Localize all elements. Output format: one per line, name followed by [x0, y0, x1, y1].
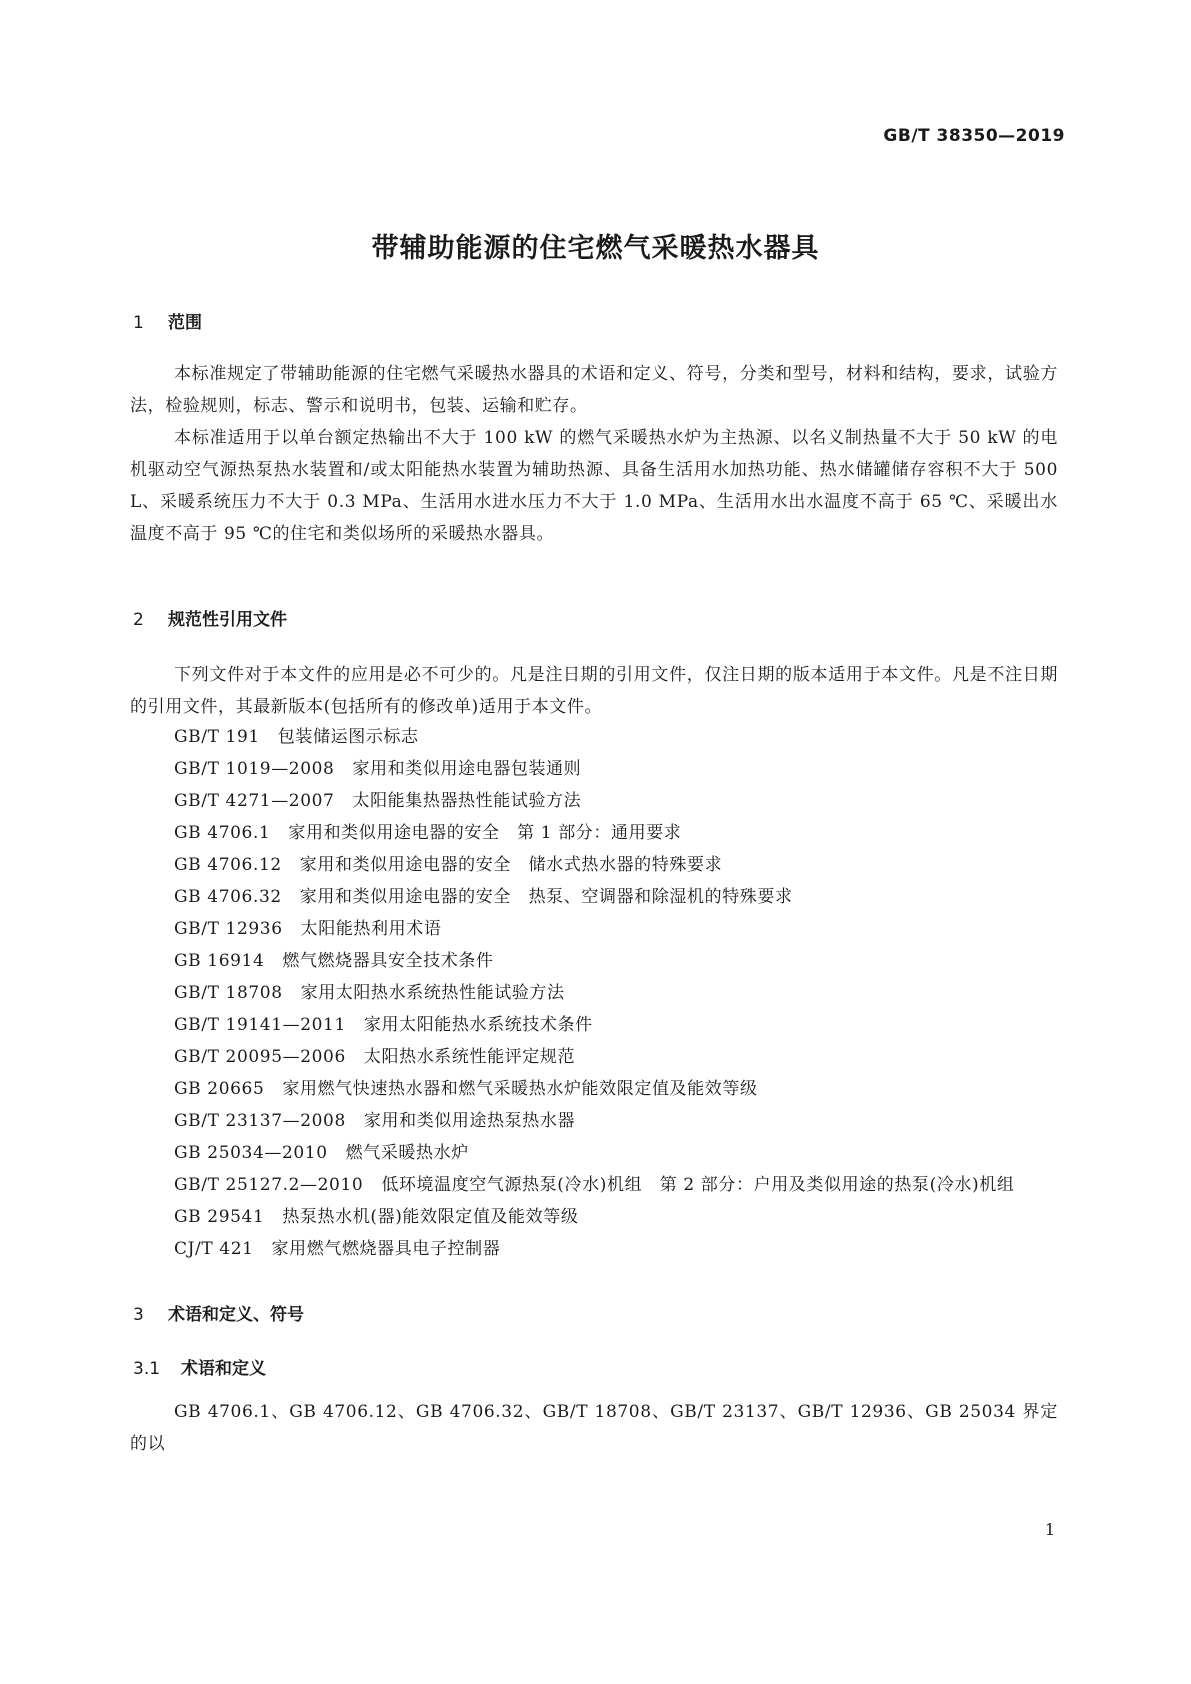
reference-item: [130, 817, 1058, 849]
reference-code: GB 4706.32: [174, 887, 282, 907]
reference-code: GB/T 4271—2007: [174, 791, 335, 811]
reference-code: GB 16914: [174, 951, 265, 971]
section-2-heading: [133, 605, 287, 630]
section-number: 3.1: [133, 1359, 161, 1379]
reference-title: 太阳能热利用术语: [300, 919, 442, 939]
reference-code: GB/T 19141—2011: [174, 1015, 346, 1035]
reference-item: [130, 1073, 1058, 1105]
section-number: 3: [133, 1305, 144, 1325]
reference-title: 家用太阳热水系统热性能试验方法: [300, 983, 565, 1003]
reference-list: [130, 721, 1058, 1265]
reference-item: [130, 881, 1058, 913]
reference-title: 家用燃气快速热水器和燃气采暖热水炉能效限定值及能效等级: [282, 1079, 758, 1099]
reference-code: GB/T 12936: [174, 919, 283, 939]
reference-item: [130, 1201, 1058, 1233]
reference-item: [130, 1041, 1058, 1073]
scope-paragraph-2: 本标准适用于以单台额定热输出不大于 100 kW 的燃气采暖热水炉为主热源、以名义制热量不大于 50 kW 的电机驱动空气源热泵热水装置和/或太阳能热水装置为辅助热源、具备生活用水加热功能、热水储罐储存容积不大于 500 L、采暖系统压力不大于 0.3 MPa、生活用水进水压力不大于 1.0 MPa、生活用水出水温度不高于 65 ℃、采暖出水温度不高于 95 ℃的住宅和类似场所的采暖热水器具。: [130, 428, 1058, 544]
reference-title: 低环境温度空气源热泵(冷水)机组 第 2 部分：户用及类似用途的热泵(冷水)机组: [381, 1175, 1015, 1195]
reference-item: [130, 753, 1058, 785]
reference-title: 太阳热水系统性能评定规范: [363, 1047, 576, 1067]
reference-title: 家用和类似用途电器的安全 第 1 部分：通用要求: [288, 823, 682, 843]
reference-code: GB 20665: [174, 1079, 265, 1099]
reference-code: GB/T 20095—2006: [174, 1047, 346, 1067]
reference-item: [130, 1009, 1058, 1041]
document-title: 带辅助能源的住宅燃气采暖热水器具: [371, 233, 820, 264]
reference-item: [130, 1233, 1058, 1265]
normative-references-intro: 下列文件对于本文件的应用是必不可少的。凡是注日期的引用文件，仅注日期的版本适用于本文件。凡是不注日期的引用文件，其最新版本(包括所有的修改单)适用于本文件。: [130, 665, 1058, 717]
terms-definitions-paragraph: GB 4706.1、GB 4706.12、GB 4706.32、GB/T 18708、GB/T 23137、GB/T 12936、GB 25034 界定的以: [130, 1402, 1058, 1454]
section-3-heading: [133, 1300, 304, 1325]
reference-title: 家用和类似用途电器包装通则: [352, 759, 582, 779]
section-title: 范围: [168, 313, 202, 333]
reference-code: GB 25034—2010: [174, 1143, 328, 1163]
reference-item: [130, 977, 1058, 1009]
section-1-heading: [133, 308, 202, 333]
section-number: 1: [133, 313, 144, 333]
reference-code: CJ/T 421: [174, 1239, 254, 1259]
document-code: GB/T 38350—2019: [883, 126, 1065, 146]
reference-title: 太阳能集热器热性能试验方法: [352, 791, 582, 811]
reference-item: [130, 1105, 1058, 1137]
reference-title: 家用和类似用途电器的安全 储水式热水器的特殊要求: [299, 855, 723, 875]
reference-code: GB 4706.1: [174, 823, 271, 843]
reference-title: 家用燃气燃烧器具电子控制器: [271, 1239, 501, 1259]
section-3-1-heading: [133, 1354, 266, 1379]
reference-title: 家用和类似用途电器的安全 热泵、空调器和除湿机的特殊要求: [299, 887, 793, 907]
reference-code: GB 29541: [174, 1207, 265, 1227]
reference-title: 燃气燃烧器具安全技术条件: [282, 951, 494, 971]
page-number: 1: [1044, 1520, 1055, 1539]
reference-code: GB/T 25127.2—2010: [174, 1175, 364, 1195]
reference-title: 家用太阳能热水系统技术条件: [363, 1015, 593, 1035]
reference-item: [130, 849, 1058, 881]
reference-code: GB 4706.12: [174, 855, 282, 875]
reference-code: GB/T 1019—2008: [174, 759, 335, 779]
reference-item: [130, 913, 1058, 945]
reference-item: [130, 945, 1058, 977]
reference-item: [130, 721, 1058, 753]
reference-title: 家用和类似用途热泵热水器: [363, 1111, 576, 1131]
reference-code: GB/T 191: [174, 727, 260, 747]
scope-paragraph-1: 本标准规定了带辅助能源的住宅燃气采暖热水器具的术语和定义、符号，分类和型号，材料和结构，要求，试验方法，检验规则，标志、警示和说明书，包装、运输和贮存。: [130, 364, 1058, 416]
section-number: 2: [133, 610, 144, 630]
reference-title: 热泵热水机(器)能效限定值及能效等级: [282, 1207, 579, 1227]
reference-item: [130, 1169, 1058, 1201]
reference-item: [130, 1137, 1058, 1169]
reference-code: GB/T 23137—2008: [174, 1111, 346, 1131]
reference-title: 燃气采暖热水炉: [345, 1143, 469, 1163]
section-title: 术语和定义: [181, 1359, 266, 1379]
reference-code: GB/T 18708: [174, 983, 283, 1003]
section-title: 术语和定义、符号: [168, 1305, 304, 1325]
reference-item: [130, 785, 1058, 817]
reference-title: 包装储运图示标志: [277, 727, 419, 747]
section-title: 规范性引用文件: [168, 610, 287, 630]
